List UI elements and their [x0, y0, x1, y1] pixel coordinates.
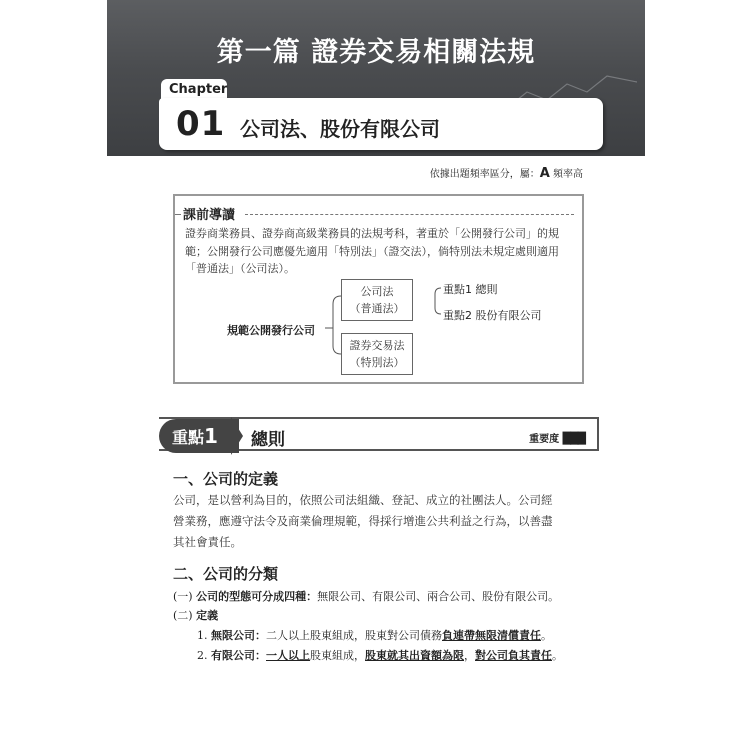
chapter-number: 01: [176, 104, 226, 144]
sub-item-2-emphasis-1: 一人以上: [266, 649, 310, 662]
list-item-2-number: (二): [173, 609, 193, 622]
list-item-2-bold: 定義: [196, 609, 219, 622]
sub-item-1-term: 無限公司：: [211, 629, 266, 642]
frequency-suffix: 頻率高: [549, 169, 583, 180]
diagram-company-law-box: [341, 279, 413, 321]
importance-rating: [529, 430, 585, 445]
list-item-1: [173, 588, 559, 604]
sub-item-1-end: 。: [541, 629, 552, 642]
preview-line-1: 證券商業務員、證券商高級業務員的法規考科，著重於「公開發行公司」的規: [185, 227, 559, 240]
list-item-1-number: (一): [173, 590, 193, 603]
paragraph-line-3: 其社會責任。: [173, 535, 242, 549]
sub-item-2-number: 2.: [197, 649, 208, 662]
paragraph-line-1: 公司，是以營利為目的，依照公司法組織、登記、成立的社團法人。公司經: [173, 493, 553, 507]
section-badge: [159, 419, 239, 453]
sub-item-1: [197, 627, 552, 643]
diagram-securities-law-box: [341, 333, 413, 375]
section-badge-arrow: [231, 417, 243, 455]
frequency-grade: A: [539, 166, 550, 181]
preview-line-2: 範；公開發行公司應優先適用「特別法」（證交法），倘特別法未規定處則適用: [185, 244, 559, 258]
importance-bars: ███: [562, 432, 585, 445]
part-title: 第一篇 證券交易相關法規: [216, 37, 536, 68]
company-law-label: 公司法: [360, 285, 394, 298]
diagram-root-label: 規範公開發行公司: [227, 324, 315, 337]
heading-company-classification: 二、公司的分類: [173, 565, 279, 583]
sub-item-2-comma: ，: [464, 649, 475, 662]
frequency-note: [430, 165, 583, 181]
sub-item-2-term: 有限公司：: [211, 649, 266, 662]
preview-line-3: 「普通法」（公司法）。: [185, 262, 295, 275]
heading-company-definition: 一、公司的定義: [173, 470, 279, 488]
sub-item-2: [197, 647, 563, 663]
sub-item-1-number: 1.: [197, 629, 208, 642]
list-item-2: [173, 607, 218, 623]
preview-box: [173, 194, 584, 384]
paragraph-line-2: 營業務，應遵守法令及商業倫理規範，得採行增進公共利益之行為，以善盡: [173, 514, 553, 528]
list-item-1-bold: 公司的型態可分成四種：: [196, 590, 318, 603]
diagram-point-2: 重點2 股份有限公司: [443, 309, 542, 322]
sub-item-1-emphasis: 負連帶無限清償責任: [442, 629, 541, 642]
chapter-title: 公司法、股份有限公司: [240, 117, 440, 141]
sub-item-2-emphasis-2: 股東就其出資額為限: [365, 649, 464, 662]
sub-item-2-end: 。: [552, 649, 563, 662]
preview-title: 課前導讀: [183, 204, 239, 223]
sub-item-2-emphasis-3: 對公司負其責任: [475, 649, 552, 662]
list-item-1-text: 無限公司、有限公司、兩合公司、股份有限公司。: [317, 590, 560, 603]
company-law-sub: （普通法）: [349, 302, 405, 315]
sub-item-2-text: 股東組成，: [310, 649, 365, 662]
paragraph-company-definition: [173, 490, 585, 553]
importance-label: 重要度: [529, 434, 560, 445]
law-structure-diagram: [175, 196, 586, 386]
frequency-prefix: 依據出題頻率區分，屬：: [429, 169, 540, 180]
sub-item-1-text: 二人以上股東組成，股東對公司債務: [266, 629, 442, 642]
securities-law-sub: （特別法）: [349, 356, 405, 369]
section-badge-number: 1: [204, 424, 218, 448]
diagram-point-1: 重點1 總則: [443, 283, 498, 296]
document-page: [107, 0, 645, 750]
section-title: 總則: [251, 430, 285, 450]
securities-law-label: 證券交易法: [349, 339, 405, 352]
chapter-word: Chapter: [169, 82, 228, 97]
chapter-header: [107, 0, 645, 156]
section-badge-label: 重點: [172, 428, 205, 447]
